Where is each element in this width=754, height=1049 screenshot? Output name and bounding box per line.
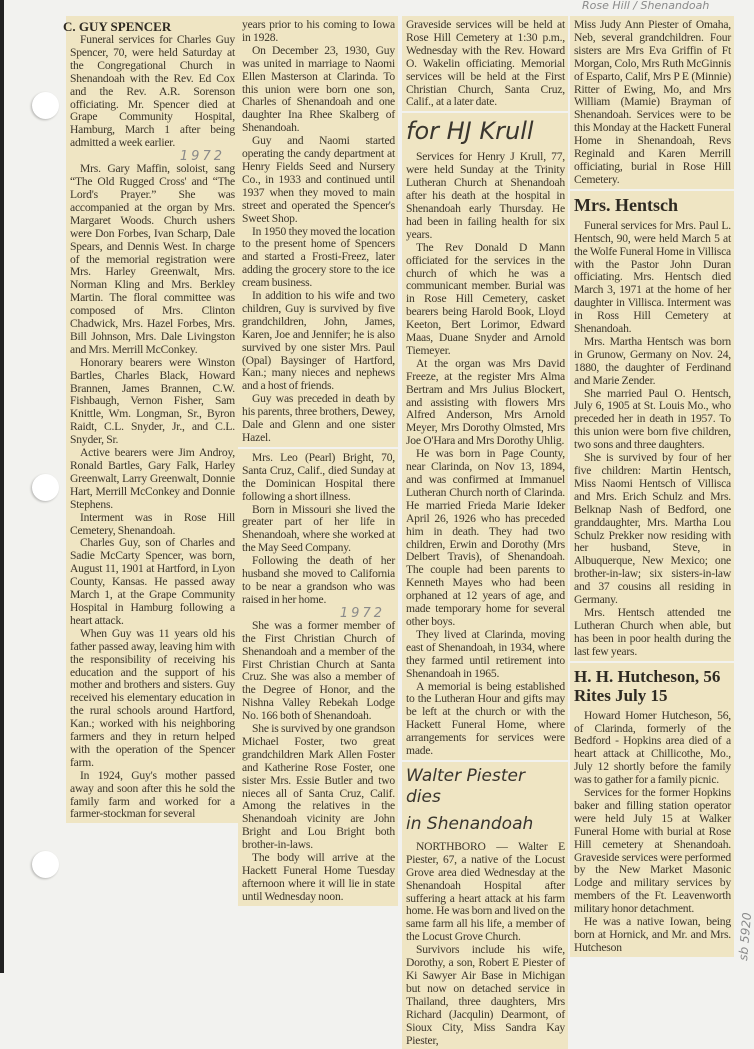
handwritten-year-note: 1972 xyxy=(339,605,385,621)
article-paragraph: Following the death of her husband she moved to California to be near a grandson who was raised in her home. xyxy=(242,554,395,606)
clipping-krull-obituary xyxy=(402,113,568,760)
article-paragraph: NORTHBORO — Walter E Piester, 67, a native of the Locust Grove area died Wednesday at the Shenandoah Hospital after suffering a heart attack at his farm home. He was born and lived on the same farm all his life, a member of the Locust Grove Church. xyxy=(406,839,565,944)
column-1 xyxy=(63,16,238,823)
handwritten-header-note: Rose Hill / Shenandoah xyxy=(582,0,710,12)
clipping-spencer-continued xyxy=(238,16,398,447)
article-paragraph: In 1924, Guy's mother passed away and soon after this he sold the family farm and worked for a farmer-stockman for several xyxy=(70,768,235,821)
article-paragraph: A memorial is being established to the Lutheran Hour and gifts may be left at the church or with the Hackett Funeral Home, where arrangements for services were made. xyxy=(406,679,565,758)
article-paragraph: Mrs. Gary Maffin, soloist, sang “The Old Rugged Cross' and “The Lord's Prayer.” She was accompanied at the organ by Mrs. Margaret Woods. Church ushers were Don Forbes, Ivan Scharp, Dale Spears, and Dennis West. In charge of the memorial registration were Mrs. Harley Greenwalt, Mrs. Norman Kling and Mrs. Berkley Martin. The floral committee was composed of Mrs. Clinton Chadwick, Mrs. Hazel Forbes, Mrs. Bill Johnson, Mrs. Dale Livingston and Mrs. Merrill McConkey. xyxy=(70,162,235,356)
article-paragraph: She is survived by one grandson Michael Foster, two great grandchildren Mark Allen Foster and Katherine Rose Foster, one sister Mrs. Essie Butler and two nieces all of Santa Cruz, Calif. Among the relatives in the Shenandoah vicinity are John Bright and Lou Bright both brother-in-laws. xyxy=(242,722,395,852)
handwritten-year-note: 1972 xyxy=(179,149,225,165)
article-paragraph: In 1950 they moved the location to the present home of Spencers and started a Frosti-Freez, later adding the grocery store to the ice cream business. xyxy=(242,224,395,290)
article-paragraph: Miss Judy Ann Piester of Omaha, Neb, several grandchildren. Four sisters are Mrs Eva Griffin of Ft Morgan, Colo, Mrs Ruth McGinnis of Esparto, Calif, Mrs P E (Minnie) Ritter of Ewing, Mo, and Mrs William (Mamie) Brayman of Shenandoah. Services were to be this Monday at the Hackett Funeral Home in Shenandoah, Revs Reginald and Karen Merrill officiating, burial in Rose Hill Cemetery. xyxy=(574,18,731,186)
article-paragraph: Mrs. Martha Hentsch was born in Grunow, Germany on Nov. 24, 1880, the daughter of Ferdinand and Marie Zender. xyxy=(574,334,731,387)
article-paragraph: The Rev Donald D Mann officiated for the services in the church of which he was a communicant member. Burial was in Rose Hill Cemetery, casket bearers being Harold Book, Lloyd Keeton, Bert Lorimor, Edward Maas, Duane Snyder and Arnold Tiemeyer. xyxy=(406,240,565,357)
article-paragraph: In addition to his wife and two children, Guy is survived by five grandchildren, John, James, Karen, Joe and Jennifer; he is also survived by one sister Mrs. Paul (Opal) Baysinger of Hartford, Kan.; many nieces and nephews and a host of friends. xyxy=(242,289,395,393)
binder-hole xyxy=(32,474,59,501)
column-4 xyxy=(570,16,734,957)
column-2 xyxy=(238,16,398,906)
krull-headline: for HJ Krull xyxy=(406,117,534,146)
hentsch-headline: Mrs. Hentsch xyxy=(574,194,678,215)
article-paragraph: When Guy was 11 years old his father passed away, leaving him with the responsibility of receiving his education and the support of his mother and brothers and sisters. Guy received his elementary education in the rural schools around Hartford, Kan.; worked with his neighboring farmers and they in return helped with the operation of the Spencer farm. xyxy=(70,626,235,769)
handwritten-margin-note: sb 5920 xyxy=(736,911,754,962)
article-paragraph: Active bearers were Jim Androy, Ronald Bartles, Gary Falk, Harley Greenwalt, Larry Greenwalt, Donnie Hart, Merrill McConkey and Donnie Stephens. xyxy=(70,446,235,511)
article-paragraph: Survivors include his wife, Dorothy, a son, Robert E Piester of Ki Sawyer Air Base in Michigan but now on detached service in Thailand, three daughters, Mrs Richard (Jacqulin) Dearmont, of Sioux City, Miss Sandra Kay Piester, xyxy=(406,943,565,1047)
binder-hole xyxy=(32,92,59,119)
spencer-headline: C. GUY SPENCER xyxy=(63,19,172,34)
binder-hole xyxy=(32,851,59,878)
clipping-hentsch-obituary xyxy=(570,191,734,661)
clipping-hutcheson-obituary xyxy=(570,663,734,957)
article-paragraph: Mrs. Leo (Pearl) Bright, 70, Santa Cruz, Calif., died Sunday at the Dominican Hospital there following a short illness. xyxy=(242,450,395,503)
article-paragraph: Interment was in Rose Hill Cemetery, Shenandoah. xyxy=(70,510,235,537)
clipping-piester-continued xyxy=(570,16,734,189)
clipping-bright-continued xyxy=(402,16,568,111)
article-paragraph: Graveside services will be held at Rose Hill Cemetery at 1:30 p.m., Wednesday with the Rev. Howard O. Wakelin officiating. Memorial services will be held at the First Christian Church, Santa Cruz, Calif., at a later date. xyxy=(406,18,565,109)
column-3 xyxy=(402,16,568,1049)
clipping-bright-obituary xyxy=(238,449,398,906)
article-paragraph: Services for the former Hopkins baker and filling station operator were held July 15 at Walker Funeral Home with burial at Rose Hill cemetery at Shenandoah. Graveside services were performed by the New Market Masonic Lodge and military services by members of the Ft. Leavenworth military honor detachment. xyxy=(574,786,731,916)
piester-headline-line2: in Shenandoah xyxy=(406,813,534,834)
clipping-spencer-obituary xyxy=(63,16,238,823)
hutcheson-headline: H. H. Hutcheson, 56 Rites July 15 xyxy=(574,666,721,705)
article-paragraph: years prior to his coming to Iowa in 1928. xyxy=(242,18,395,44)
article-paragraph: Charles Guy, son of Charles and Sadie McCarty Spencer, was born, August 11, 1901 at Hartford, in Lyon County, Kansas. He passed away March 1, at the Grape Community Hospital in Hamburg following a heart attack. xyxy=(70,536,235,627)
article-paragraph: At the organ was Mrs David Freeze, at the register Mrs Alma Bertram and Mrs Julius Blockert, and assisting with flowers Mrs Alfred Anderson, Mrs Arnold Meyer, Mrs Dorothy Olmsted, Mrs Joe O'Hara and Mrs Dorothy Uhlig. xyxy=(406,356,565,448)
article-paragraph: Guy and Naomi started operating the candy department at Henry Fields Seed and Nursery Co., in 1933 and continued until 1937 when they moved to main street and operated the Spencer's Sweet Shop. xyxy=(242,134,395,225)
article-paragraph: Funeral services for Charles Guy Spencer, 70, were held Saturday at the Congregational Church in Shenandoah with the Rev. Ed Cox and the Rev. A.R. Sorenson officiating. Mr. Spencer died at Grape Community Hospital, Hamburg, March 1 after being admitted a week earlier. xyxy=(70,33,235,150)
article-paragraph: She married Paul O. Hentsch, July 6, 1905 at St. Louis Mo., who preceded her in death in 1957. To this union were born five children, two sons and three daughters. xyxy=(574,386,731,452)
article-paragraph: Mrs. Hentsch attended tne Lutheran Church when able, but has been in poor health during the last few years. xyxy=(574,605,731,658)
article-paragraph: Funeral services for Mrs. Paul L. Hentsch, 90, were held March 5 at the Wolfe Funeral Home in Villisca with the Pastor John Duran officiating. Mrs. Hentsch died March 3, 1971 at the home of her daughter in Villisca. Interment was in Ross Hill Cemetery at Shenandoah. xyxy=(574,218,731,336)
article-paragraph: Born in Missouri she lived the greater part of her life in Shenandoah, where she worked at the May Seed Company. xyxy=(242,502,395,555)
clipping-piester-obituary xyxy=(402,762,568,1049)
article-paragraph: She is survived by four of her five children: Martin Hentsch, Miss Naomi Hentsch of Villisca and Mrs. Erich Schulz and Mrs. Belknap Nash of Bedford, one granddaughter, Mrs. Martha Lou Schulz Prekker now residing with her husband, Steve, in Albuquerque, New Mexico; one brother-in-law; six sisters-in-law and 37 cousins all residing in Germany. xyxy=(574,451,731,607)
piester-headline-line1: Walter Piester dies xyxy=(406,765,525,807)
article-paragraph: Services for Henry J Krull, 77, were held Sunday at the Trinity Lutheran Church at Shenandoah after his death at the hospital in Shenandoah early Thursday. He had been in failing health for six years. xyxy=(406,150,565,241)
article-paragraph: On December 23, 1930, Guy was united in marriage to Naomi Ellen Masterson at Clarinda. To this union were born one son, Charles of Shenandoah and one daughter Ina Rhee Skalberg of Shenandoah. xyxy=(242,43,395,135)
article-paragraph: They lived at Clarinda, moving east of Shenandoah, in 1934, where they farmed until retirement into Shenandoah in 1965. xyxy=(406,627,565,680)
article-paragraph: He was a native Iowan, being born at Hornick, and Mr. and Mrs. Hutcheson xyxy=(574,915,731,954)
article-paragraph: The body will arrive at the Hackett Funeral Home Tuesday afternoon where it will lie in state until Wednesday noon. xyxy=(242,851,395,903)
article-paragraph: Howard Homer Hutcheson, 56, of Clarinda, formerly of the Bedford - Hopkins area died of a heart attack at Chillicothe, Mo., July 12 shortly before the family was to gather for a family picnic. xyxy=(574,708,731,787)
article-paragraph: Guy was preceded in death by his parents, three brothers, Dewey, Dale and Glenn and one sister Hazel. xyxy=(242,392,395,444)
article-paragraph: She was a former member of the First Christian Church of Shenandoah and a member of the First Christian Church at Santa Cruz. She was also a member of the Degree of Honor, and the Nishna Valley Rebekah Lodge No. 166 both of Shenandoah. xyxy=(242,618,395,723)
scan-edge xyxy=(0,0,4,973)
article-paragraph: He was born in Page County, near Clarinda, on Nov 13, 1894, and was confirmed at Immanuel Lutheran Church north of Clarinda. He married Frieda Marie Ideker April 26, 1926 who has preceded him in death. They had two children, Erwin and Dorothy (Mrs Delbert Travis), of Shenandoah. The couple had been parents to Kenneth Mayes who had been orphaned at 12 years of age, and made temporary home for several other boys. xyxy=(406,447,565,628)
article-paragraph: Honorary bearers were Winston Bartles, Charles Black, Howard Brannen, James Brannen, C.W. Fishbaugh, Vernon Fisher, Sam Knittle, Wm. Longman, Sr., Byron Raidt, C.L. Snyder, Jr., and C.L. Snyder, Sr. xyxy=(70,355,235,447)
